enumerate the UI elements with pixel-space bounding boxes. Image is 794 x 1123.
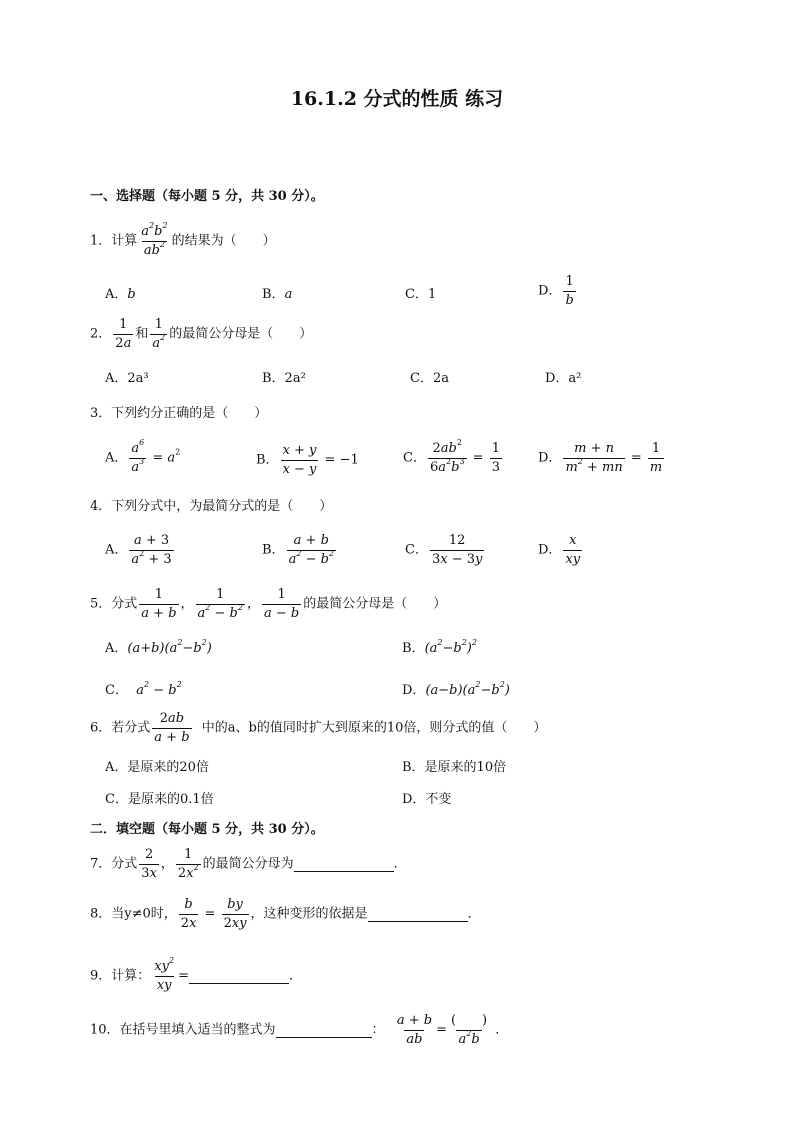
- q7-answer-blank[interactable]: [294, 858, 394, 872]
- q4-option-b[interactable]: B． $\frac{a + b}{a^2 - b^2}$: [262, 533, 334, 567]
- q4-option-d[interactable]: D． $\frac{x}{xy}$: [538, 533, 581, 567]
- q9-answer-blank[interactable]: [189, 970, 289, 984]
- q1-fraction: $\frac{a^2b^2}{ab^2}$: [141, 221, 168, 258]
- q5-option-a[interactable]: A．$(a+b)(a^2-b^2)$: [105, 638, 212, 656]
- q8-answer-blank[interactable]: [368, 908, 468, 922]
- question-7: 7．分式 $\frac{2}{3x}$ ， $\frac{1}{2x^2}$ 的最简公分母为 ．: [90, 847, 407, 881]
- section-fill-heading: 二．填空题（每小题 5 分，共 30 分）。: [90, 822, 324, 837]
- q5-option-d[interactable]: D．$(a-b)(a^2-b^2)$: [402, 680, 510, 698]
- question-3: 3．下列约分正确的是（ ）: [90, 406, 268, 421]
- q3-option-b[interactable]: B． $\frac{x + y}{x - y}$ = −1: [256, 443, 359, 477]
- question-1: [90, 221, 276, 258]
- question-2: 2． $\frac{1}{2a}$ 和 $\frac{1}{a^2}$ 的最简公分母是（ ）: [90, 317, 313, 351]
- q3-option-c[interactable]: C． $\frac{2ab^2}{6a^2b^3}$ = $\frac{1}{3}$: [403, 438, 500, 475]
- question-4: 4．下列分式中，为最简分式的是（ ）: [90, 499, 333, 514]
- question-6: 6．若分式 $\frac{2ab}{a + b}$ 中的a、b的值同时扩大到原来的10倍，则分式的值（ ）: [90, 711, 547, 745]
- q2-option-d[interactable]: D．a²: [545, 371, 582, 386]
- q1-suffix: 的结果为（ ）: [171, 233, 276, 249]
- q5-option-b[interactable]: B．$(a^2-b^2)^2$: [402, 638, 477, 656]
- q1-option-c[interactable]: C．1: [405, 287, 437, 302]
- page-title: 16.1.2 分式的性质 练习: [290, 88, 504, 110]
- q6-option-c[interactable]: C．是原来的0.1倍: [105, 792, 214, 807]
- q2-option-c[interactable]: C．2a: [410, 371, 449, 386]
- q6-option-d[interactable]: D．不变: [402, 792, 452, 807]
- q1-option-d[interactable]: D． $\frac{1}{b}$: [538, 274, 574, 308]
- q5-option-c[interactable]: C． $a^2 - b^2$: [105, 680, 182, 698]
- q3-option-a[interactable]: A． $\frac{a^6}{a^3}$ = $a^2$: [105, 438, 181, 475]
- q4-option-c[interactable]: C． $\frac{12}{3x - 3y}$: [405, 533, 483, 567]
- section-choice-heading: 一、选择题（每小题 5 分，共 30 分）。: [90, 189, 324, 204]
- question-5: 5．分式 $\frac{1}{a + b}$ ， $\frac{1}{a^2 - b^2}$ ， $\frac{1}{a - b}$ 的最简公分母是（ ）: [90, 587, 447, 621]
- q6-option-b[interactable]: B．是原来的10倍: [402, 760, 507, 775]
- question-8: 8．当y≠0时， $\frac{b}{2x}$ = $\frac{by}{2xy}$ ，这种变形的依据是 ．: [90, 897, 481, 931]
- q4-option-a[interactable]: A． $\frac{a + 3}{a^2 + 3}$: [105, 533, 172, 567]
- q3-option-d[interactable]: D． $\frac{m + n}{m^2 + mn}$ = $\frac{1}{m}$: [538, 441, 663, 475]
- q2-option-a[interactable]: A．2a³: [105, 371, 149, 386]
- q2-option-b[interactable]: B．2a²: [262, 371, 306, 386]
- question-10: 10．在括号里填入适当的整式为 ： $\frac{a + b}{ab}$ = $\frac{( )}{a^2b}$ ．: [90, 1013, 509, 1047]
- q1-prefix: 1．计算: [90, 233, 138, 249]
- question-9: 9．计算： $\frac{xy^2}{xy}$ = ．: [90, 956, 302, 993]
- q6-option-a[interactable]: A．是原来的20倍: [105, 760, 209, 775]
- q10-answer-blank[interactable]: [276, 1024, 372, 1038]
- q1-option-b[interactable]: B．a: [262, 287, 293, 302]
- q1-option-a[interactable]: A．b: [105, 287, 136, 302]
